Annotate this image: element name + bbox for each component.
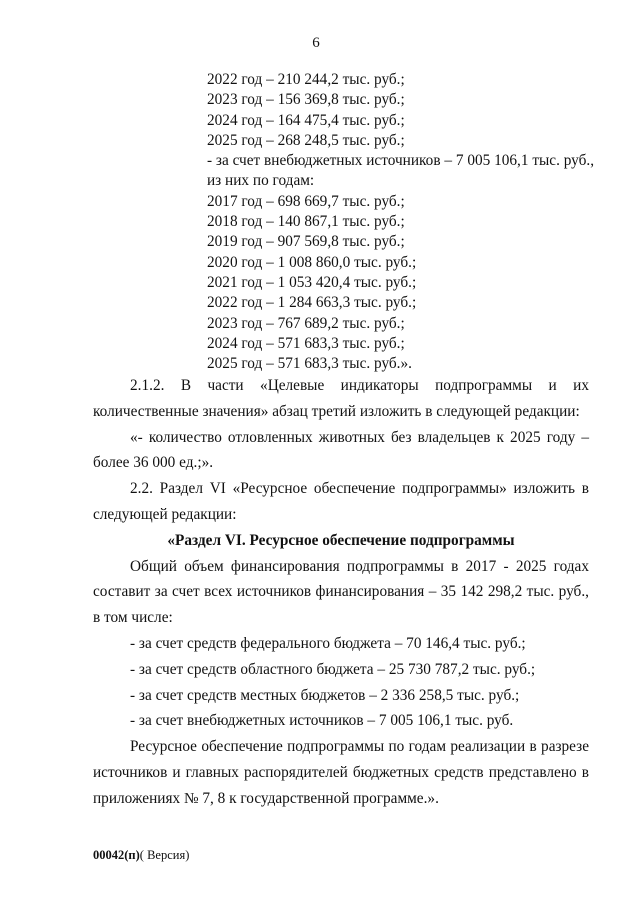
year-line: 2022 год – 210 244,2 тыс. руб.; — [207, 71, 405, 88]
footer-code: 00042(п) — [93, 848, 140, 862]
funding-bullet: - за счет средств местных бюджетов – 2 336 258,5 тыс. руб.; — [130, 686, 520, 704]
year-line: 2021 год – 1 053 420,4 тыс. руб.; — [207, 273, 417, 291]
document-footer — [93, 848, 189, 863]
year-line: 2023 год – 767 689,2 тыс. руб.; — [207, 314, 405, 332]
page-number: 6 — [312, 35, 320, 51]
funding-years-block — [207, 70, 594, 374]
quote-paragraph: «- количество отловленных животных без владельцев к 2025 году – более 36 000 ед.;». — [93, 428, 589, 472]
year-line: 2017 год – 698 669,7 тыс. руб.; — [207, 192, 405, 210]
final-paragraph: Ресурсное обеспечение подпрограммы по годам реализации в разрезе источников и главных распорядителей бюджетных средств представлено в приложениях № 7, 8 к государственной программе.». — [93, 738, 589, 807]
year-line: 2020 год – 1 008 860,0 тыс. руб.; — [207, 253, 417, 271]
year-line: 2022 год – 1 284 663,3 тыс. руб.; — [207, 294, 417, 312]
by-years-line: из них по годам: — [207, 172, 315, 190]
paragraph-2-2: 2.2. Раздел VI «Ресурсное обеспечение подпрограммы» изложить в следующей редакции: — [93, 480, 589, 523]
year-line: 2019 год – 907 569,8 тыс. руб.; — [207, 233, 405, 251]
funding-bullet: - за счет внебюджетных источников – 7 005 106,1 тыс. руб. — [130, 712, 514, 730]
year-line: 2025 год – 268 248,5 тыс. руб.; — [207, 131, 405, 149]
body-text — [93, 373, 589, 812]
section-heading: «Раздел VI. Ресурсное обеспечение подпрограммы — [167, 531, 515, 549]
year-line: 2025 год – 571 683,3 тыс. руб.». — [207, 355, 412, 373]
year-line: 2024 год – 571 683,3 тыс. руб.; — [207, 334, 405, 352]
total-funding-paragraph: Общий объем финансирования подпрограммы в 2017 - 2025 годах составит за счет всех источников финансирования – 35 142 298,2 тыс. руб., в том числе: — [93, 557, 589, 627]
year-line: 2024 год – 164 475,4 тыс. руб.; — [207, 111, 405, 129]
year-line: 2018 год – 140 867,1 тыс. руб.; — [207, 213, 405, 231]
funding-bullet: - за счет средств областного бюджета – 25 730 787,2 тыс. руб.; — [130, 660, 536, 678]
paragraph-2-1-2: 2.1.2. В части «Целевые индикаторы подпрограммы и их количественные значения» абзац третий изложить в следующей редакции: — [93, 377, 589, 420]
footer-version: ( Версия) — [139, 848, 190, 862]
year-line: 2023 год – 156 369,8 тыс. руб.; — [207, 91, 405, 109]
extra-budget-line: - за счет внебюджетных источников – 7 005 106,1 тыс. руб., — [207, 152, 595, 170]
funding-bullet: - за счет средств федерального бюджета – 70 146,4 тыс. руб.; — [130, 634, 526, 652]
